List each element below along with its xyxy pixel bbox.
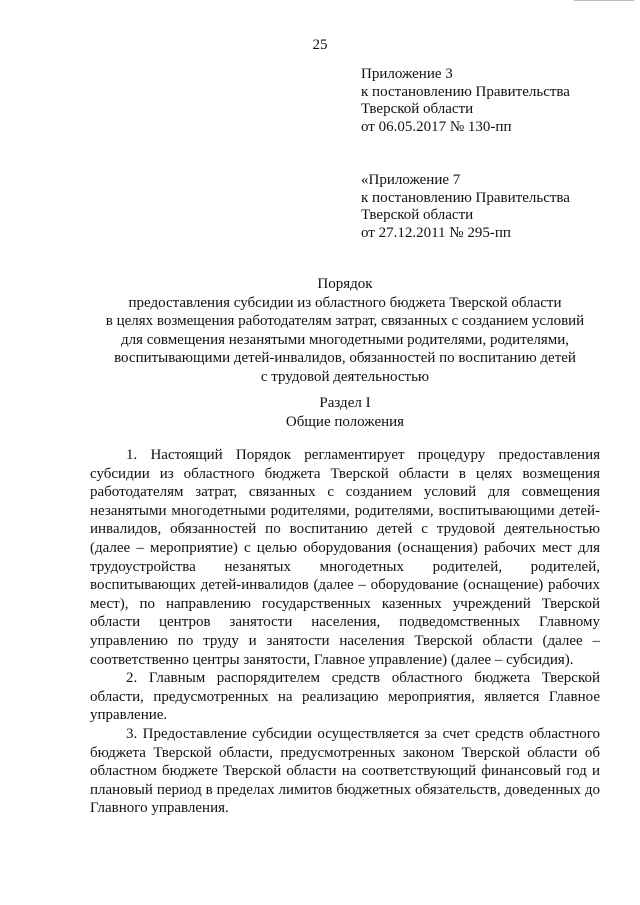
title-line: в целях возмещения работодателям затрат, связанных с созданием условий: [105, 313, 585, 330]
title-heading: Порядок: [317, 276, 373, 292]
appendix-7-line: «Приложение 7: [361, 172, 461, 188]
appendix-7-line: от 27.12.2011 № 295-пп: [361, 224, 511, 241]
appendix-3-line: к постановлению Правительства: [361, 83, 570, 100]
title-line: предоставления субсидии из областного бюджета Тверской области: [128, 294, 562, 311]
paragraph-2: 2. Главным распорядителем средств областного бюджета Тверской области, предусмотренных на реализацию мероприятия, является Главное управление.: [90, 670, 600, 724]
document-title: [90, 275, 600, 387]
appendix-3-header: [361, 66, 621, 136]
scan-edge-mark: [574, 0, 634, 5]
document-body: [90, 446, 600, 818]
title-line: для совмещения незанятыми многодетными родителями, родителями,: [120, 331, 570, 348]
appendix-3-line: от 06.05.2017 № 130-пп: [361, 118, 512, 135]
appendix-7-header: [361, 172, 621, 242]
appendix-3-line: Приложение 3: [361, 66, 453, 82]
section-name: Общие положения: [285, 413, 405, 430]
title-line: воспитывающими детей-инвалидов, обязанностей по воспитанию детей: [114, 350, 576, 367]
title-line: с трудовой деятельностью: [260, 368, 430, 385]
appendix-7-line: Тверской области: [361, 207, 474, 224]
appendix-7-line: к постановлению Правительства: [361, 189, 570, 206]
paragraph-3: 3. Предоставление субсидии осуществляется за счет средств областного бюджета Тверской области, предусмотренных законом Тверской области об областном бюджете Тверской области на соответствующий финансовый год и плановый период в пределах лимитов бюджетных обязательств, доведенных до Главного управления.: [90, 725, 600, 817]
appendix-3-line: Тверской области: [361, 101, 474, 118]
paragraph-1: 1. Настоящий Порядок регламентирует процедуру предоставления субсидии из областного бюджета Тверской области в целях возмещения работодателям затрат, связанных с созданием условий для совмещения незанятыми многодетными родителями, родителями, воспитывающими детей-инвалидов, обязанностей по воспитанию детей с трудовой деятельностью (далее – мероприятие) с целью оборудования (оснащения) рабочих мест для трудоустройства незанятых многодетных родителей, родителей, воспитывающих детей-инвалидов (далее – оборудование (оснащение) рабочих мест), по направлению государственных казенных учреждений Тверской области центров занятости населения, подведомственных Главному управлению по труду и занятости населения Тверской области (далее – соответственно центры занятости, Главное управление) (далее – субсидия).: [90, 447, 600, 668]
section-heading: [90, 394, 600, 431]
page-number: 25: [312, 37, 328, 53]
section-number: Раздел I: [319, 395, 371, 411]
